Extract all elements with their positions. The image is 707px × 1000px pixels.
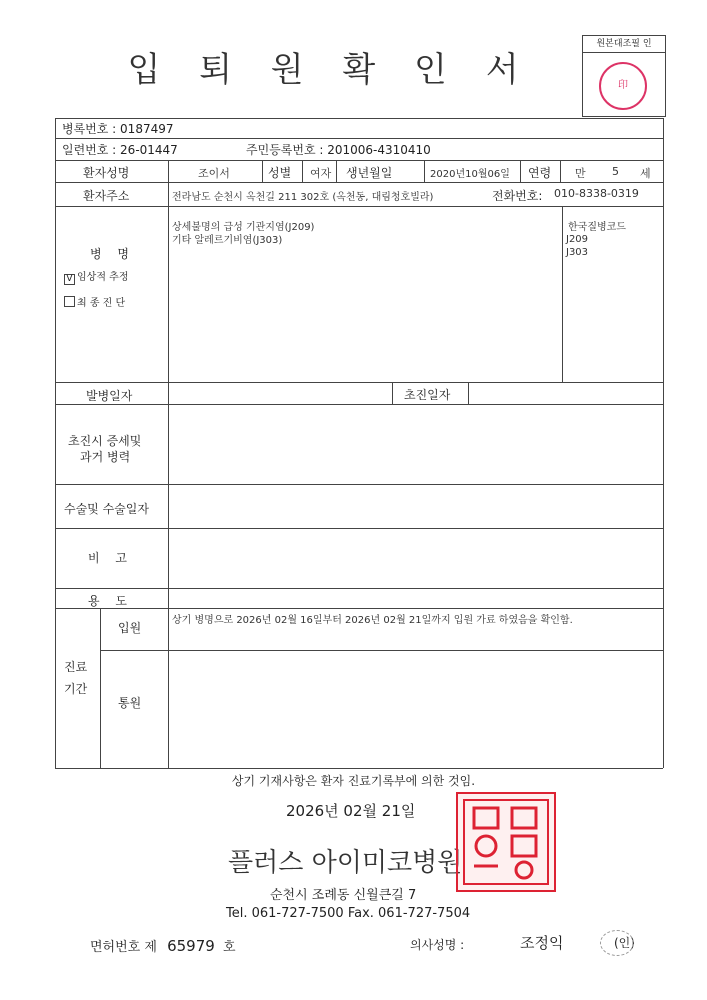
surgery-label: 수술및 수술일자 bbox=[64, 502, 149, 516]
disease-code: J209 bbox=[566, 234, 589, 245]
license-suffix: 호 bbox=[222, 940, 236, 955]
patient-phone: 010-8338-0319 bbox=[554, 187, 639, 200]
doctor-seal-icon bbox=[600, 930, 634, 956]
remarks-label: 비 고 bbox=[88, 551, 133, 565]
phone-label: 전화번호: bbox=[492, 189, 543, 203]
hospital-name: 플러스 아이미코병원 bbox=[228, 848, 463, 878]
record-number-label: 병록번호 : bbox=[62, 122, 121, 136]
patient-address: 전라남도 순천시 옥천길 211 302호 (옥천동, 대림청호빌라) bbox=[172, 192, 434, 203]
patient-birth: 2020년10월06일 bbox=[430, 169, 510, 180]
diagnosis-item: 기타 알레르기비염(J303) bbox=[172, 235, 283, 246]
record-number bbox=[62, 120, 174, 137]
admission-text: 상기 병명으로 2026년 02월 16일부터 2026년 02월 21일까지 입원 가료 하였음을 확인함. bbox=[172, 615, 573, 626]
period-label-line2: 기간 bbox=[64, 682, 88, 696]
doctor-name: 조정익 bbox=[520, 934, 564, 952]
license-label: 면허번호 제 bbox=[90, 940, 157, 955]
sex-label: 성별 bbox=[268, 166, 292, 180]
resident-number bbox=[246, 141, 431, 158]
hospital-seal-icon bbox=[456, 792, 556, 892]
outpatient-label: 통원 bbox=[118, 696, 142, 710]
hospital-contact: Tel. 061-727-7500 Fax. 061-727-7504 bbox=[226, 906, 471, 921]
final-diagnosis-label: 최 종 진 단 bbox=[77, 298, 126, 309]
original-verification-box bbox=[582, 35, 666, 117]
first-visit-label: 초진일자 bbox=[404, 388, 451, 402]
clinical-estimate-checkbox[interactable]: V bbox=[64, 274, 75, 285]
history-label-line1: 초진시 증세및 bbox=[68, 434, 142, 448]
license-number: 65979 bbox=[167, 937, 215, 955]
age-prefix: 만 bbox=[575, 167, 586, 180]
issue-date: 2026년 02월 21일 bbox=[286, 802, 416, 820]
resident-number-label: 주민등록번호 : bbox=[246, 143, 328, 157]
history-label-line2: 과거 병력 bbox=[80, 450, 131, 464]
onset-date-label: 발병일자 bbox=[86, 389, 133, 403]
disease-code-header: 한국질병코드 bbox=[568, 222, 626, 233]
final-diagnosis bbox=[64, 294, 125, 309]
address-label: 환자주소 bbox=[83, 189, 130, 203]
resident-number-value: 201006-4310410 bbox=[327, 143, 431, 157]
patient-name-label: 환자성명 bbox=[83, 166, 130, 180]
clinical-estimate-label: 임상적 추정 bbox=[77, 272, 129, 283]
disease-code: J303 bbox=[566, 247, 589, 258]
patient-name: 조이서 bbox=[198, 167, 230, 180]
diagnosis-item: 상세불명의 급성 기관지염(J209) bbox=[172, 222, 315, 233]
statement: 상기 기재사항은 환자 진료기록부에 의한 것임. bbox=[231, 774, 476, 788]
age-label: 연령 bbox=[528, 166, 552, 180]
period-label-line1: 진료 bbox=[64, 660, 88, 674]
patient-sex: 여자 bbox=[310, 167, 332, 180]
purpose-label: 용 도 bbox=[88, 594, 133, 608]
record-number-value: 0187497 bbox=[120, 122, 174, 136]
license-info bbox=[90, 936, 236, 955]
doctor-seal-label: (인) bbox=[614, 936, 635, 950]
serial-number-label: 일련번호 : bbox=[62, 143, 121, 157]
age-suffix: 세 bbox=[640, 167, 651, 180]
final-diagnosis-checkbox[interactable] bbox=[64, 296, 75, 307]
patient-age: 5 bbox=[612, 165, 619, 178]
admission-label: 입원 bbox=[118, 621, 142, 635]
serial-number bbox=[62, 141, 178, 158]
diagnosis-label: 병 명 bbox=[90, 247, 135, 261]
clinical-estimate bbox=[64, 268, 128, 285]
verification-seal-icon: 印 bbox=[599, 62, 647, 110]
original-verification-label: 원본대조필 인 bbox=[583, 36, 665, 53]
hospital-seal-graphic bbox=[458, 794, 554, 890]
hospital-address: 순천시 조례동 신월큰길 7 bbox=[270, 888, 417, 903]
serial-number-value: 26-01447 bbox=[120, 143, 178, 157]
doctor-label: 의사성명 : bbox=[410, 938, 465, 952]
birth-label: 생년월일 bbox=[346, 166, 393, 180]
document-title: 입 퇴 원 확 인 서 bbox=[127, 50, 533, 90]
